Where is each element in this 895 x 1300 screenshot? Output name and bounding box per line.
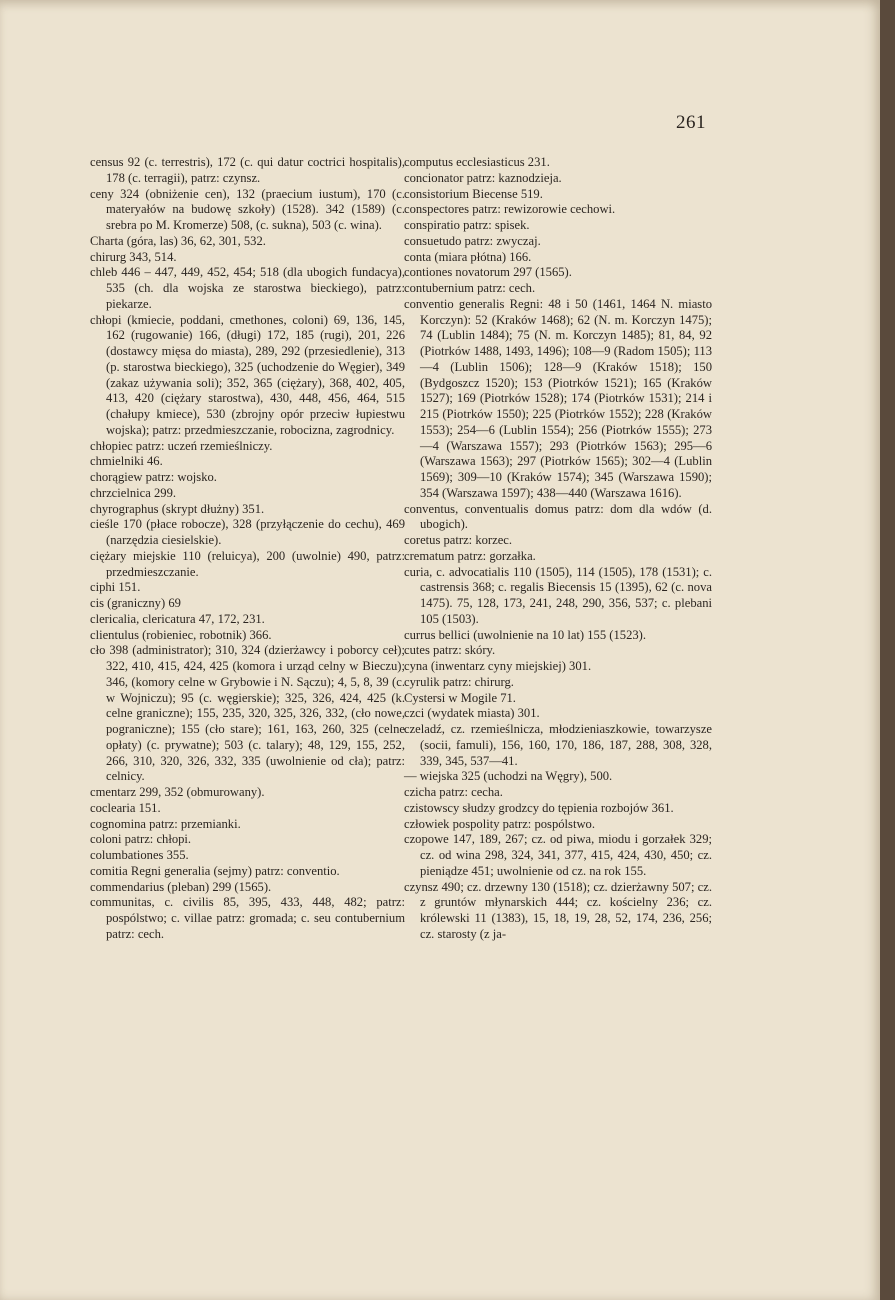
index-entry: conventus, conventualis domus patrz: dom dla wdów (d. ubogich). [404, 501, 712, 532]
index-entry: chorągiew patrz: wojsko. [90, 470, 217, 484]
index-entry: conspiratio patrz: spisek. [404, 218, 530, 232]
index-entry: ciężary miejskie 110 (reluicya), 200 (uwolnie) 490, patrz: przedmieszczanie. [90, 548, 405, 579]
index-entry: chleb 446 – 447, 449, 452, 454; 518 (dla ubogich fundacya), 535 (ch. dla wojska ze starostwa bieckiego), patrz: piekarze. [90, 265, 405, 311]
index-entry: columbationes 355. [90, 848, 189, 862]
index-entry: commendarius (pleban) 299 (1565). [90, 879, 272, 894]
index-entry: czopowe 147, 189, 267; cz. od piwa, miodu i gorzałek 329; cz. od wina 298, 324, 341, 377, 415, 424, 430, 450; cz. pieniądze 451; uwolnienie od cz. na rok 155. [404, 832, 712, 878]
index-entry: chmielniki 46. [90, 454, 163, 469]
index-entry: chrzcielnica 299. [90, 485, 177, 500]
index-entry: coclearia 151. [90, 800, 161, 815]
index-entry: currus bellici (uwolnienie na 10 lat) 155 (1523). [404, 627, 647, 642]
index-entry: chłopiec patrz: uczeń rzemieślniczy. [90, 438, 273, 453]
index-entry: cyrulik patrz: chirurg. [404, 674, 514, 689]
index-entry: computus ecclesiasticus 231. [404, 155, 550, 169]
index-entry: cmentarz 299, 352 (obmurowany). [90, 785, 265, 799]
index-entry: cis (graniczny) 69 [90, 596, 181, 610]
index-entry: cło 398 (administrator); 310, 324 (dzierżawcy i poborcy ceł); 322, 410, 415, 424, 425 (komora i urząd celny w Bieczu); 346, (komory celne w Grybowie i N. Sączu); 4, 5, 8, 39 (c. w Wojniczu); 95 (c. węgierskie); 325, 326, 424, 425 (k. celne graniczne); 155, 235, 320, 325, 326, 332, (cło nowe, pograniczne); 155 (cło stare); 161, 163, 260, 325 (celne opłaty) (c. prywatne); 503 (c. talary); 48, 129, 155, 252, 266, 310, 320, 326, 332, 335 (uwolnienie od cła); patrz: celnicy. [90, 643, 405, 784]
index-entry: concionator patrz: kaznodzieja. [404, 170, 562, 185]
index-entry: cyna (inwentarz cyny miejskiej) 301. [404, 659, 592, 673]
index-entry: czeladź, cz. rzemieślnicza, młodzieniaszkowie, towarzysze (socii, famuli), 156, 160, 170, 186, 187, 288, 308, 328, 339, 345, 537—41. [404, 722, 712, 768]
index-entry: consuetudo patrz: zwyczaj. [404, 233, 541, 248]
index-column-right [404, 155, 712, 943]
index-entry: contubernium patrz: cech. [404, 281, 536, 295]
index-entry: coretus patrz: korzec. [404, 533, 513, 547]
index-entry: czicha patrz: cecha. [404, 785, 503, 799]
index-entry: cognomina patrz: przemianki. [90, 816, 241, 831]
index-entry: ceny 324 (obniżenie cen), 132 (praecium iustum), 170 (c. materyałów na budowę szkoły) (1528). 342 (1589) (c. srebra po M. Kromerze) 508, (c. sukna), 503 (c. wina). [90, 186, 405, 232]
index-column-left [90, 155, 405, 943]
index-entry: chirurg 343, 514. [90, 249, 177, 264]
index-entry: cieśle 170 (płace robocze), 328 (przyłączenie do cechu), 469 (narzędzia ciesielskie). [90, 517, 405, 547]
index-entry: crematum patrz: gorzałka. [404, 548, 536, 563]
index-entry: chłopi (kmiecie, poddani, cmethones, coloni) 69, 136, 145, 162 (rugowanie) 166, (długi) 172, 185 (rugi), 201, 226 (dostawcy mięsa do miasta), 289, 292 (przesiedlenie), 313 (p. starostwa bieckiego), 325 (uchodzenie do Węgier), 349 (zakaz używania soli); 352, 365 (ciężary), 368, 402, 405, 413, 420 (ciężary starostwa), 430, 448, 456, 464, 515 (chałupy kmiece), 530 (zbrojny opór przeciw łupiestwu wojska); patrz: przedmieszczanie, robocizna, zagrodnicy. [90, 312, 405, 437]
index-entry: Charta (góra, las) 36, 62, 301, 532. [90, 233, 266, 248]
index-entry: coloni patrz: chłopi. [90, 832, 192, 847]
index-entry: conventio generalis Regni: 48 i 50 (1461, 1464 N. miasto Korczyn): 52 (Kraków 1468); 62 (N. m. Korczyn 1475); 74 (Lublin 1484); 75 (N. m. Korczyn 1485); 81, 84, 92 (Piotrków 1488, 1493, 1496); 108—9 (Radom 1505); 113—4 (Lublin 1506); 128—9 (Kraków 1518); 150 (Bydgoszcz 1520); 153 (Piotrków 1521); 165 (Kraków 1527); 169 (Piotrków 1528); 174 (Piotrków 1531); 214 i 215 (Piotrków 1550); 225 (Piotrków 1552); 228 (Kraków 1553); 254—6 (Lublin 1554); 256 (Piotrków 1555); 273—4 (Warszawa 1557); 293 (Piotrków 1563); 295—6 (Warszawa 1563); 297 (Piotrków 1565); 302—4 (Lublin 1569); 309—10 (Kraków 1574); 345 (Warszawa 1590); 354 (Warszawa 1597); 438—440 (Warszawa 1616). [404, 296, 712, 500]
index-entry: czynsz 490; cz. drzewny 130 (1518); cz. dzierżawny 507; cz. z gruntów młynarskich 444; cz. kościelny 236; cz. królewski 11 (1383), 15, 18, 19, 28, 52, 174, 236, 256; cz. starosty (z ja- [404, 879, 712, 941]
index-entry: clientulus (robieniec, robotnik) 366. [90, 627, 272, 642]
index-entry: consistorium Biecense 519. [404, 186, 543, 201]
index-entry: Cystersi w Mogile 71. [404, 690, 516, 705]
index-entry: comitia Regni generalia (sejmy) patrz: conventio. [90, 863, 340, 878]
index-entry: conspectores patrz: rewizorowie cechowi. [404, 202, 616, 217]
index-entry: clericalia, clericatura 47, 172, 231. [90, 611, 265, 626]
index-entry: ciphi 151. [90, 580, 141, 595]
index-entry: cutes patrz: skóry. [404, 643, 496, 658]
index-entry: census 92 (c. terrestris), 172 (c. qui datur coctrici hospitalis), 178 (c. terragii), patrz: czynsz. [90, 155, 405, 185]
index-entry: conta (miara płótna) 166. [404, 249, 532, 264]
index-entry: czistowscy słudzy grodzcy do tępienia rozbojów 361. [404, 800, 674, 815]
index-entry: czci (wydatek miasta) 301. [404, 706, 540, 721]
index-entry: curia, c. advocatialis 110 (1505), 114 (1505), 178 (1531); c. castrensis 368; c. regalis Biecensis 15 (1395), 62 (c. nova 1475). 75, 128, 173, 241, 248, 290, 356, 537; c. plebani 105 (1503). [404, 564, 712, 626]
index-entry: chyrographus (skrypt dłużny) 351. [90, 501, 265, 516]
page-number: 261 [676, 112, 706, 133]
index-entry: communitas, c. civilis 85, 395, 433, 448, 482; patrz: pospólstwo; c. villae patrz: gromada; c. seu contubernium patrz: cech. [90, 895, 405, 941]
index-entry: contiones novatorum 297 (1565). [404, 265, 572, 280]
index-entry: — wiejska 325 (uchodzi na Węgry), 500. [404, 769, 613, 784]
index-entry: człowiek pospolity patrz: pospólstwo. [404, 816, 595, 831]
